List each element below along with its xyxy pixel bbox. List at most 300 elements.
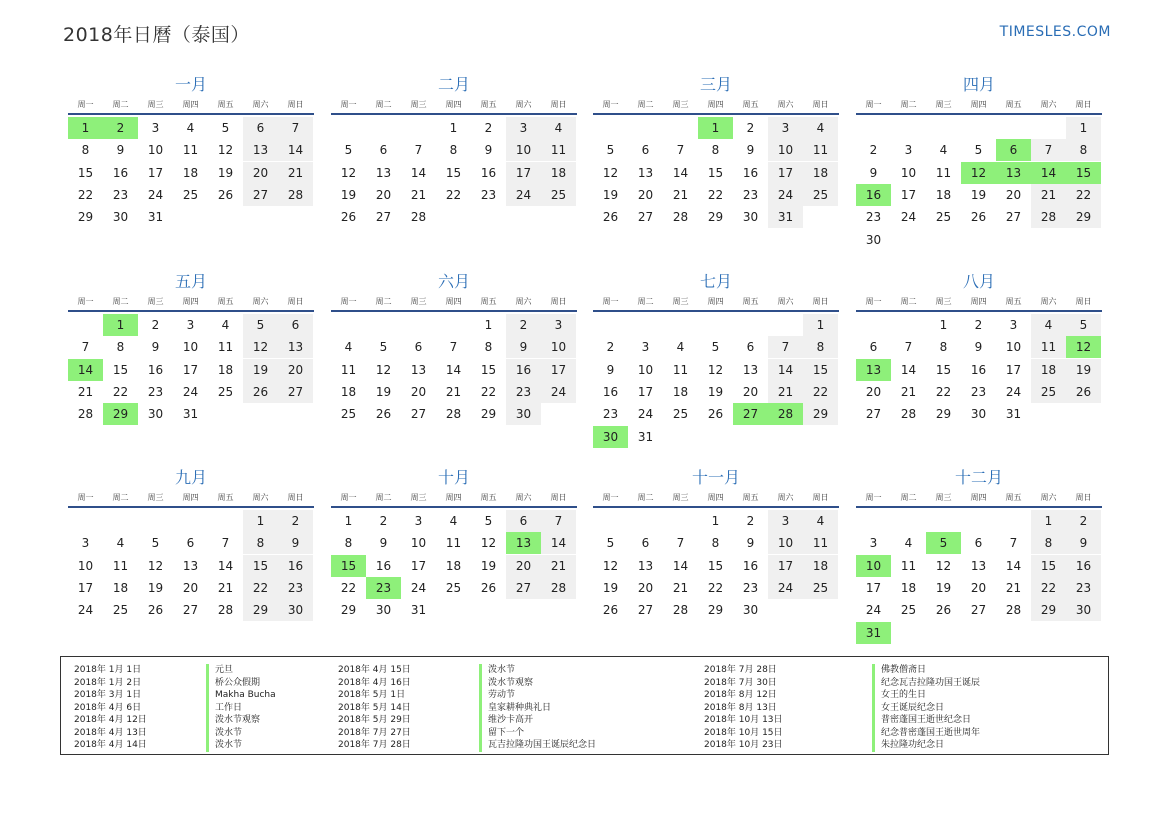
holiday-name: 普密蓬国王逝世纪念日 <box>872 714 980 727</box>
weekday-label: 周日 <box>550 100 567 109</box>
day-cell: 24 <box>77 603 94 618</box>
day-cell: 1 <box>803 314 838 336</box>
day-cell: 11 <box>672 362 689 377</box>
day-cell: 27 <box>375 210 392 225</box>
day-cell: 14 <box>672 558 689 573</box>
holiday-names-column-3 <box>872 664 980 752</box>
day-cell: 23 <box>970 384 987 399</box>
day-cell: 15 <box>1031 555 1066 577</box>
day-grid <box>593 510 838 622</box>
weekday-label: 周六 <box>252 493 269 502</box>
day-cell: 14 <box>541 532 576 554</box>
day-cell: 15 <box>803 359 838 381</box>
day-cell: 8 <box>711 143 720 158</box>
weekday-label: 周四 <box>970 297 987 306</box>
day-cell: 12 <box>217 143 234 158</box>
holiday-name: 佛教僧斋日 <box>872 664 980 677</box>
day-cell: 6 <box>506 510 541 532</box>
weekday-label: 周一 <box>340 297 357 306</box>
weekday-label: 周一 <box>865 493 882 502</box>
month-1 <box>68 74 314 229</box>
day-cell: 25 <box>803 577 838 599</box>
weekday-label: 周三 <box>410 297 427 306</box>
day-cell: 10 <box>182 340 199 355</box>
day-cell: 22 <box>803 381 838 403</box>
holiday-day-cell: 1 <box>103 314 138 336</box>
day-cell: 21 <box>672 580 689 595</box>
day-cell: 6 <box>243 117 278 139</box>
weekday-header <box>593 293 839 312</box>
day-cell: 20 <box>182 580 199 595</box>
holiday-date: 2018年 10月 13日 <box>704 715 783 725</box>
holiday-date: 2018年 7月 28日 <box>704 665 777 675</box>
weekday-label: 周五 <box>217 100 234 109</box>
day-cell: 1 <box>449 121 458 135</box>
holiday-date: 2018年 10月 15日 <box>704 727 783 738</box>
holiday-day-cell: 15 <box>1066 162 1101 184</box>
day-cell: 18 <box>182 165 199 180</box>
day-cell: 19 <box>340 187 357 202</box>
weekday-header <box>593 96 839 115</box>
day-cell: 14 <box>445 362 462 377</box>
day-cell: 13 <box>637 165 654 180</box>
day-cell: 19 <box>970 187 987 202</box>
day-cell: 4 <box>449 514 458 528</box>
day-cell: 5 <box>151 536 160 551</box>
day-cell: 22 <box>1066 184 1101 206</box>
weekday-header <box>856 489 1102 508</box>
holiday-day-cell: 13 <box>506 532 541 554</box>
weekday-label: 周五 <box>480 297 497 306</box>
weekday-label: 周五 <box>217 493 234 502</box>
day-cell: 25 <box>672 407 689 422</box>
day-cell: 13 <box>637 558 654 573</box>
day-cell: 2 <box>278 510 313 532</box>
day-cell: 23 <box>742 580 759 595</box>
day-cell: 4 <box>344 340 353 355</box>
holiday-date: 2018年 4月 13日 <box>74 727 147 738</box>
day-cell: 30 <box>375 603 392 618</box>
holiday-date: 2018年 5月 1日 <box>338 690 406 700</box>
weekday-label: 周五 <box>742 493 759 502</box>
day-cell: 1 <box>1066 117 1101 139</box>
month-name: 六月 <box>437 272 470 291</box>
weekday-label: 周日 <box>287 297 304 306</box>
weekday-label: 周日 <box>1075 493 1092 502</box>
weekday-label: 周一 <box>865 100 882 109</box>
day-cell: 16 <box>970 362 987 377</box>
day-cell: 8 <box>484 340 493 355</box>
day-grid <box>68 314 313 426</box>
holiday-day-cell: 27 <box>733 403 768 425</box>
holiday-name: 女王诞辰纪念日 <box>872 702 980 715</box>
weekday-label: 周五 <box>1005 493 1022 502</box>
day-cell: 12 <box>602 558 619 573</box>
day-cell: 11 <box>935 165 952 180</box>
weekday-label: 周二 <box>637 493 654 502</box>
day-grid <box>331 117 576 229</box>
day-cell: 17 <box>637 384 654 399</box>
day-cell: 12 <box>340 165 357 180</box>
day-cell: 5 <box>243 314 278 336</box>
day-cell: 23 <box>112 187 129 202</box>
day-cell: 27 <box>243 184 278 206</box>
day-cell: 21 <box>278 162 313 184</box>
holiday-name: 纪念瓦吉拉隆功国王诞辰 <box>872 677 980 690</box>
day-cell: 3 <box>414 514 423 528</box>
weekday-label: 周三 <box>147 493 164 502</box>
holiday-date: 2018年 1月 2日 <box>74 677 142 688</box>
day-cell: 6 <box>641 536 650 551</box>
day-cell: 22 <box>445 187 462 202</box>
day-grid <box>331 314 576 426</box>
day-cell: 15 <box>77 165 94 180</box>
weekday-label: 周六 <box>515 100 532 109</box>
weekday-header <box>68 489 314 508</box>
day-cell: 4 <box>939 143 948 158</box>
day-cell: 27 <box>865 407 882 422</box>
day-cell: 29 <box>77 210 94 225</box>
weekday-label: 周四 <box>445 493 462 502</box>
day-cell: 29 <box>707 210 724 225</box>
day-cell: 21 <box>541 555 576 577</box>
day-cell: 18 <box>672 384 689 399</box>
weekday-label: 周五 <box>742 297 759 306</box>
day-cell: 15 <box>445 165 462 180</box>
day-cell: 4 <box>1031 314 1066 336</box>
day-cell: 22 <box>707 187 724 202</box>
day-cell: 26 <box>935 603 952 618</box>
month-name: 四月 <box>962 75 995 94</box>
day-cell: 11 <box>217 340 234 355</box>
day-cell: 2 <box>606 340 615 355</box>
month-9 <box>68 467 314 622</box>
month-12 <box>856 467 1102 644</box>
day-cell: 7 <box>541 510 576 532</box>
day-cell: 25 <box>935 210 952 225</box>
day-cell: 23 <box>278 577 313 599</box>
day-grid <box>331 510 576 622</box>
day-cell: 9 <box>746 536 755 551</box>
day-cell: 7 <box>278 117 313 139</box>
day-cell: 16 <box>147 362 164 377</box>
holiday-date: 2018年 1月 1日 <box>74 665 142 675</box>
day-cell: 21 <box>410 187 427 202</box>
day-cell: 17 <box>768 162 803 184</box>
day-cell: 6 <box>379 143 388 158</box>
weekday-label: 周一 <box>77 297 94 306</box>
day-cell: 6 <box>746 340 755 355</box>
day-cell: 30 <box>970 407 987 422</box>
day-cell: 11 <box>112 558 129 573</box>
weekday-label: 周二 <box>112 297 129 306</box>
day-cell: 3 <box>768 510 803 532</box>
holiday-date: 2018年 5月 14日 <box>338 702 411 713</box>
day-cell: 17 <box>1005 362 1022 377</box>
day-cell: 2 <box>379 514 388 528</box>
holiday-name: 纪念普密蓬国王逝世周年 <box>872 727 980 740</box>
day-cell: 27 <box>637 210 654 225</box>
day-cell: 3 <box>904 143 913 158</box>
weekday-label: 周二 <box>112 493 129 502</box>
weekday-label: 周五 <box>480 100 497 109</box>
day-cell: 4 <box>541 117 576 139</box>
day-cell: 8 <box>243 532 278 554</box>
weekday-header <box>593 489 839 508</box>
month-name: 十二月 <box>954 468 1003 487</box>
day-cell: 26 <box>340 210 357 225</box>
day-cell: 8 <box>449 143 458 158</box>
weekday-label: 周一 <box>340 100 357 109</box>
day-cell: 16 <box>480 165 497 180</box>
day-cell: 29 <box>243 599 278 621</box>
day-cell: 30 <box>147 407 164 422</box>
day-cell: 11 <box>803 139 838 161</box>
weekday-label: 周五 <box>217 297 234 306</box>
day-cell: 23 <box>602 407 619 422</box>
holiday-dates-column-2 <box>338 664 411 752</box>
day-cell: 19 <box>602 187 619 202</box>
weekday-label: 周六 <box>252 297 269 306</box>
holiday-day-cell: 14 <box>68 359 103 381</box>
day-cell: 15 <box>112 362 129 377</box>
weekday-label: 周日 <box>287 100 304 109</box>
day-cell: 18 <box>445 558 462 573</box>
day-cell: 13 <box>182 558 199 573</box>
day-cell: 4 <box>186 121 195 135</box>
day-cell: 14 <box>217 558 234 573</box>
day-cell: 22 <box>707 580 724 595</box>
day-cell: 12 <box>480 536 497 551</box>
day-cell: 7 <box>676 536 685 551</box>
day-cell: 24 <box>506 184 541 206</box>
holiday-name: 朱拉隆功纪念日 <box>872 739 980 752</box>
day-cell: 10 <box>147 143 164 158</box>
day-cell: 30 <box>742 210 759 225</box>
day-cell: 3 <box>869 536 878 551</box>
day-cell: 9 <box>1066 532 1101 554</box>
day-cell: 1 <box>484 318 493 332</box>
weekday-label: 周日 <box>812 297 829 306</box>
day-cell: 22 <box>935 384 952 399</box>
day-cell: 19 <box>935 580 952 595</box>
day-cell: 20 <box>742 384 759 399</box>
holiday-day-cell: 2 <box>103 117 138 139</box>
day-cell: 19 <box>243 359 278 381</box>
holiday-date: 2018年 5月 29日 <box>338 715 411 725</box>
day-cell: 7 <box>1009 536 1018 551</box>
holiday-day-cell: 16 <box>856 184 891 206</box>
holiday-date: 2018年 3月 1日 <box>74 690 142 700</box>
month-name: 八月 <box>962 272 995 291</box>
weekday-label: 周五 <box>1005 297 1022 306</box>
day-cell: 18 <box>1031 359 1066 381</box>
day-cell: 8 <box>939 340 948 355</box>
day-cell: 8 <box>344 536 353 551</box>
day-cell: 18 <box>112 580 129 595</box>
holiday-name: 泼水节观察 <box>479 677 596 690</box>
day-cell: 21 <box>1031 184 1066 206</box>
weekday-label: 周三 <box>410 100 427 109</box>
day-cell: 3 <box>506 117 541 139</box>
weekday-label: 周四 <box>707 297 724 306</box>
day-cell: 7 <box>449 340 458 355</box>
weekday-header <box>331 96 577 115</box>
weekday-label: 周二 <box>375 100 392 109</box>
day-cell: 9 <box>746 143 755 158</box>
day-cell: 11 <box>1031 336 1066 358</box>
holiday-name: 皇家耕种典礼日 <box>479 702 596 715</box>
day-cell: 28 <box>77 407 94 422</box>
day-cell: 16 <box>602 384 619 399</box>
day-cell: 20 <box>970 580 987 595</box>
day-cell: 16 <box>742 558 759 573</box>
weekday-label: 周五 <box>742 100 759 109</box>
day-cell: 31 <box>410 603 427 618</box>
day-cell: 21 <box>1005 580 1022 595</box>
day-cell: 7 <box>904 340 913 355</box>
day-cell: 16 <box>112 165 129 180</box>
day-cell: 13 <box>278 336 313 358</box>
day-cell: 1 <box>243 510 278 532</box>
weekday-label: 周六 <box>777 493 794 502</box>
weekday-label: 周一 <box>77 100 94 109</box>
day-cell: 16 <box>1066 555 1101 577</box>
day-cell: 2 <box>484 121 493 135</box>
weekday-header <box>68 96 314 115</box>
day-cell: 30 <box>865 232 882 247</box>
day-cell: 4 <box>221 318 230 332</box>
day-cell: 11 <box>803 532 838 554</box>
day-cell: 25 <box>182 187 199 202</box>
day-cell: 17 <box>768 555 803 577</box>
day-cell: 12 <box>707 362 724 377</box>
weekday-label: 周五 <box>480 493 497 502</box>
day-cell: 25 <box>1031 381 1066 403</box>
weekday-label: 周日 <box>550 297 567 306</box>
day-cell: 21 <box>672 187 689 202</box>
day-cell: 3 <box>541 314 576 336</box>
day-cell: 10 <box>1005 340 1022 355</box>
day-cell: 19 <box>1066 359 1101 381</box>
day-cell: 22 <box>480 384 497 399</box>
weekday-label: 周二 <box>900 297 917 306</box>
day-cell: 31 <box>637 429 654 444</box>
weekday-label: 周六 <box>777 100 794 109</box>
day-cell: 4 <box>116 536 125 551</box>
day-cell: 25 <box>217 384 234 399</box>
day-cell: 11 <box>900 558 917 573</box>
day-cell: 20 <box>375 187 392 202</box>
day-cell: 6 <box>641 143 650 158</box>
holiday-name: 瓦吉拉隆功国王诞辰纪念日 <box>479 739 596 752</box>
day-cell: 19 <box>147 580 164 595</box>
holiday-day-cell: 15 <box>331 555 366 577</box>
day-cell: 5 <box>484 514 493 528</box>
day-cell: 24 <box>865 603 882 618</box>
weekday-label: 周二 <box>637 297 654 306</box>
day-cell: 6 <box>869 340 878 355</box>
day-cell: 10 <box>541 336 576 358</box>
holiday-name: 泼水节 <box>206 727 276 740</box>
holiday-name: 元旦 <box>206 664 276 677</box>
weekday-label: 周一 <box>77 493 94 502</box>
day-cell: 9 <box>484 143 493 158</box>
day-cell: 9 <box>151 340 160 355</box>
day-cell: 1 <box>939 318 948 332</box>
weekday-label: 周二 <box>375 493 392 502</box>
day-cell: 9 <box>974 340 983 355</box>
weekday-label: 周二 <box>112 100 129 109</box>
month-7 <box>593 271 839 448</box>
day-cell: 11 <box>340 362 357 377</box>
day-cell: 6 <box>414 340 423 355</box>
day-grid <box>593 314 838 448</box>
day-cell: 2 <box>974 318 983 332</box>
day-cell: 30 <box>112 210 129 225</box>
month-11 <box>593 467 839 622</box>
day-cell: 14 <box>768 359 803 381</box>
holiday-name: 泼水节 <box>206 739 276 752</box>
day-cell: 25 <box>445 580 462 595</box>
day-cell: 19 <box>707 384 724 399</box>
day-cell: 9 <box>869 165 878 180</box>
day-cell: 26 <box>1066 381 1101 403</box>
day-cell: 24 <box>541 381 576 403</box>
day-cell: 5 <box>344 143 353 158</box>
month-2 <box>331 74 577 229</box>
day-cell: 11 <box>541 139 576 161</box>
day-cell: 26 <box>480 580 497 595</box>
day-cell: 4 <box>904 536 913 551</box>
day-cell: 29 <box>340 603 357 618</box>
day-cell: 12 <box>602 165 619 180</box>
holiday-date: 2018年 7月 27日 <box>338 727 411 738</box>
weekday-label: 周三 <box>147 100 164 109</box>
holiday-names-column-2 <box>479 664 596 752</box>
month-5 <box>68 271 314 426</box>
day-cell: 30 <box>278 599 313 621</box>
day-cell: 15 <box>935 362 952 377</box>
weekday-label: 周六 <box>1040 493 1057 502</box>
day-cell: 29 <box>1031 599 1066 621</box>
day-cell: 29 <box>480 407 497 422</box>
site-name[interactable]: TIMESLES.COM <box>999 24 1111 40</box>
day-cell: 2 <box>746 514 755 528</box>
day-cell: 30 <box>742 603 759 618</box>
weekday-label: 周六 <box>515 297 532 306</box>
day-cell: 8 <box>116 340 125 355</box>
day-cell: 20 <box>1005 187 1022 202</box>
day-cell: 13 <box>410 362 427 377</box>
day-cell: 28 <box>672 210 689 225</box>
day-cell: 26 <box>217 187 234 202</box>
day-cell: 28 <box>900 407 917 422</box>
holiday-day-cell: 1 <box>68 117 103 139</box>
weekday-header <box>856 96 1102 115</box>
day-cell: 17 <box>77 580 94 595</box>
day-cell: 23 <box>506 381 541 403</box>
day-cell: 18 <box>541 162 576 184</box>
day-cell: 10 <box>637 362 654 377</box>
day-cell: 24 <box>768 577 803 599</box>
day-cell: 10 <box>410 536 427 551</box>
day-cell: 20 <box>637 580 654 595</box>
day-cell: 11 <box>445 536 462 551</box>
day-cell: 28 <box>445 407 462 422</box>
weekday-label: 周四 <box>445 297 462 306</box>
day-cell: 28 <box>1005 603 1022 618</box>
